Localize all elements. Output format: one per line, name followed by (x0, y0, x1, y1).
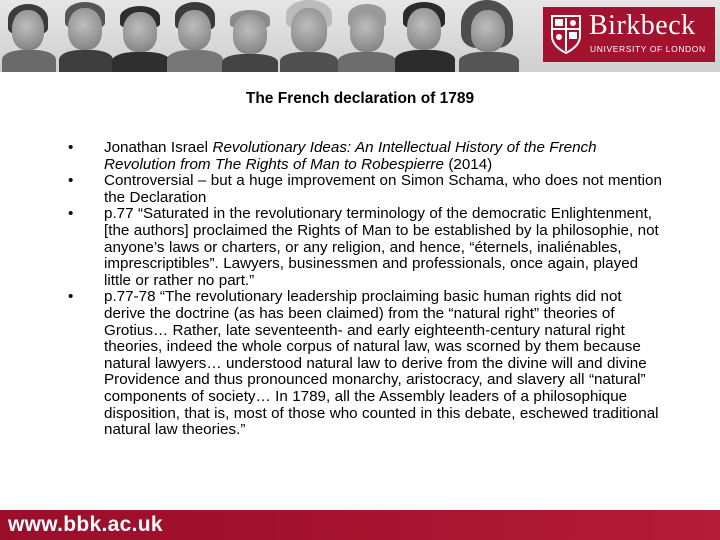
book-title: Revolutionary Ideas: An Intellectual History of the French Revolution from The Rights of Man to Robespierre (104, 139, 597, 173)
bullet-text-plain: p.77 “Saturated in the revolutionary terminology of the democratic Enlightenment, [the authors] proclaimed the Rights of Man to be established by la philosophie, not anyone’s laws or charters, or any religion, and hence, “éternels, inaliénables, imprescriptibles”. Lawyers, businessmen and professionals, once again, played little or rather no part.” (104, 205, 659, 289)
bullet-item (62, 140, 662, 173)
bullet-icon: • (68, 205, 74, 223)
bullet-item (62, 173, 662, 206)
header-banner (0, 0, 720, 72)
bullet-list (62, 140, 662, 439)
bullet-icon: • (68, 288, 74, 306)
bullet-text-plain: Controversial – but a huge improvement on Simon Schama, who does not mention the Declaration (104, 172, 662, 206)
bullet-item (62, 289, 662, 438)
logo-name: Birkbeck (589, 10, 696, 41)
slide-title: The French declaration of 1789 (245, 90, 475, 107)
bullet-item (62, 206, 662, 289)
logo-subtitle: UNIVERSITY OF LONDON (590, 44, 706, 54)
bullet-text-plain: Jonathan Israel (104, 139, 213, 156)
people-photo-collage (0, 0, 530, 72)
birkbeck-logo[interactable] (543, 7, 715, 62)
footer-bar (0, 510, 720, 540)
crest-icon (550, 14, 582, 54)
website-link[interactable]: www.bbk.ac.uk (8, 513, 163, 536)
bullet-icon: • (68, 139, 74, 156)
bullet-text-plain: (2014) (443, 155, 493, 173)
bullet-text-plain: p.77-78 “The revolutionary leadership proclaiming basic human rights did not derive the doctrine (as has been claimed) from the “natural right” theories of Grotius… Rather, late seventeenth- and early eighteenth-century natural right theories, indeed the whole corpus of natural law, was scorned by them because natural lawyers… understood natural law to derive from the divine will and divine Providence and thus pronounced monarchy, aristocracy, and slavery all “natural” components of society… In 1789, all the Assembly leaders of a philosophique disposition, that is, most of those who counted in this debate, eschewed traditional natural law theories.” (104, 288, 659, 439)
bullet-icon: • (68, 172, 74, 190)
